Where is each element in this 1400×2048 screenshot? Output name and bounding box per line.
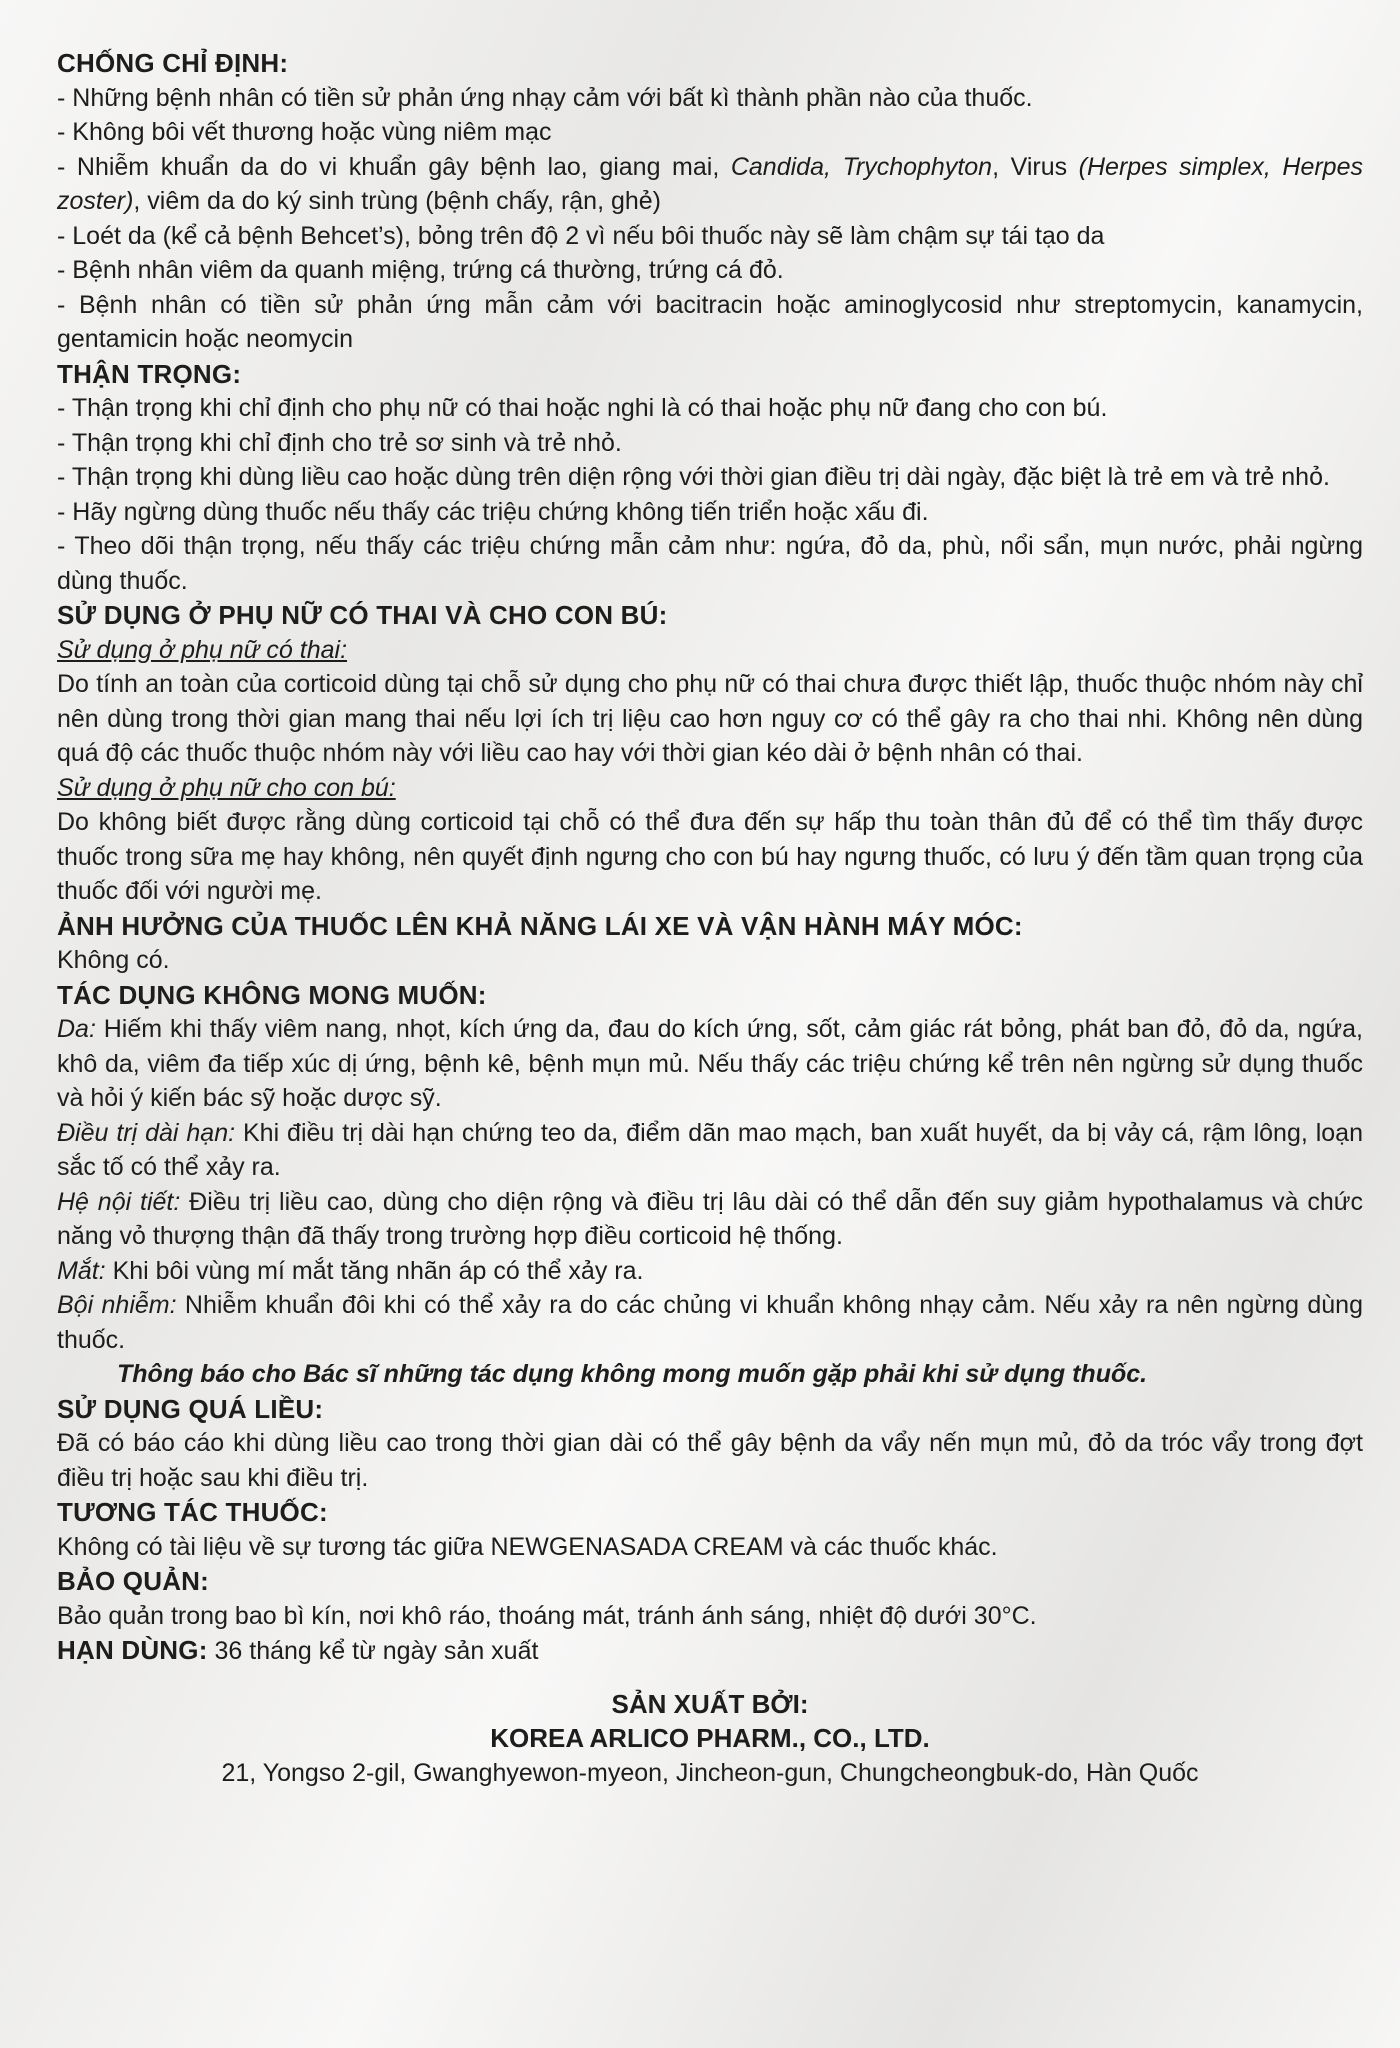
side-effect-label: Da: (57, 1015, 96, 1043)
driving-text: Không có. (57, 946, 170, 974)
precaution-item: - Thận trọng khi dùng liều cao hoặc dùng trên diện rộng với thời gian điều trị dài ngày, đặc biệt là trẻ em và trẻ nhỏ. (57, 463, 1330, 491)
side-effect-text: Khi bôi vùng mí mắt tăng nhãn áp có thể xảy ra. (105, 1256, 644, 1285)
side-effect-text: Điều trị liều cao, dùng cho diện rộng và điều trị lâu dài có thể dẫn đến suy giảm hypothalamus và chức năng vỏ thượng thận đã thấy trong trường hợp điều corticoid hệ thống. (57, 1187, 1363, 1250)
pregnant-text: Do tính an toàn của corticoid dùng tại chỗ sử dụng cho phụ nữ có thai chưa được thiết lập, thuốc thuộc nhóm này chỉ nên dùng trong thời gian mang thai nếu lợi ích trị liệu cao hơn nguy cơ có thể gây ra cho thai nhi. Không nên dùng quá độ các thuốc thuộc nhóm này với liều cao hay với thời gian kéo dài ở bệnh nhân có thai. (57, 670, 1363, 767)
storage-text: Bảo quản trong bao bì kín, nơi khô ráo, thoáng mát, tránh ánh sáng, nhiệt độ dưới 30°C. (57, 1601, 1037, 1630)
overdose-text: Đã có báo cáo khi dùng liều cao trong thời gian dài có thể gây bệnh da vẩy nến mụn mủ, đỏ da tróc vẩy trong đợt điều trị hoặc sau khi điều trị. (57, 1429, 1363, 1492)
manufacturer-label: SẢN XUẤT BỞI: (611, 1688, 809, 1719)
manufacturer-name: KOREA ARLICO PHARM., CO., LTD. (490, 1723, 930, 1753)
precaution-item: - Hãy ngừng dùng thuốc nếu thấy các triệu chứng không tiến triển hoặc xấu đi. (57, 497, 929, 526)
infection-text: - Nhiễm khuẩn da do vi khuẩn gây bệnh lao, giang mai, (57, 152, 731, 181)
pregnant-subheading: Sử dụng ở phụ nữ có thai: (57, 635, 348, 664)
contraindications-heading: CHỐNG CHỈ ĐỊNH: (57, 48, 289, 78)
precautions-heading: THẬN TRỌNG: (57, 358, 242, 389)
precaution-item: - Theo dõi thận trọng, nếu thấy các triệu chứng mẫn cảm như: ngứa, đỏ da, phù, nổi sẩn, mụn nước, phải ngừng dùng thuốc. (57, 532, 1363, 595)
precaution-item: - Thận trọng khi chỉ định cho phụ nữ có thai hoặc nghi là có thai hoặc phụ nữ đang cho con bú. (57, 394, 1108, 422)
side-effect-text: Nhiễm khuẩn đôi khi có thể xảy ra do các chủng vi khuẩn không nhạy cảm. Nếu xảy ra nên ngừng dùng thuốc. (57, 1291, 1363, 1354)
manufacturer-block (57, 1687, 1363, 1791)
shelf-life-text: 36 tháng kể từ ngày sản xuất (207, 1637, 539, 1665)
precaution-item: - Thận trọng khi chỉ định cho trẻ sơ sinh và trẻ nhỏ. (57, 428, 622, 457)
leaflet-content (57, 46, 1363, 1790)
side-effect-label: Mắt: (57, 1256, 106, 1285)
side-effect-label: Điều trị dài hạn: (57, 1118, 236, 1147)
side-effects-notice: Thông báo cho Bác sĩ những tác dụng không mong muốn gặp phải khi sử dụng thuốc. (117, 1360, 1148, 1388)
interactions-text: Không có tài liệu về sự tương tác giữa NEWGENASADA CREAM và các thuốc khác. (57, 1532, 998, 1561)
side-effect-text: Hiếm khi thấy viêm nang, nhọt, kích ứng da, đau do kích ứng, sốt, cảm giác rát bỏng, phát ban đỏ, đỏ da, ngứa, khô da, viêm đa tiếp xúc dị ứng, bệnh kê, bệnh mụn mủ. Nếu thấy các triệu chứng kể trên nên ngừng sử dụng thuốc và hỏi ý kiến bác sỹ hoặc dược sỹ. (57, 1015, 1363, 1112)
side-effect-eye (57, 1254, 1363, 1289)
contraindication-item: - Bệnh nhân viêm da quanh miệng, trứng cá thường, trứng cá đỏ. (57, 256, 784, 284)
pregnancy-heading: SỬ DỤNG Ở PHỤ NỮ CÓ THAI VÀ CHO CON BÚ: (57, 600, 668, 630)
overdose-heading: SỬ DỤNG QUÁ LIỀU: (57, 1393, 324, 1424)
contraindication-infection (57, 150, 1363, 219)
contraindication-item: - Bệnh nhân có tiền sử phản ứng mẫn cảm với bacitracin hoặc aminoglycosid như streptomycin, kanamycin, gentamicin hoặc neomycin (57, 290, 1363, 353)
driving-heading: ẢNH HƯỞNG CỦA THUỐC LÊN KHẢ NĂNG LÁI XE VÀ VẬN HÀNH MÁY MÓC: (57, 910, 1023, 941)
side-effect-superinfection (57, 1288, 1363, 1357)
contraindication-item: - Những bệnh nhân có tiền sử phản ứng nhạy cảm với bất kì thành phần nào của thuốc. (57, 83, 1033, 112)
infection-viruses: (Herpes simplex, Herpes zoster) (57, 152, 1363, 215)
side-effect-long-term (57, 1116, 1363, 1185)
nursing-text: Do không biết được rằng dùng corticoid tại chỗ có thể đưa đến sự hấp thu toàn thân đủ để có thể tìm thấy được thuốc trong sữa mẹ hay không, nên quyết định ngưng cho con bú hay ngưng thuốc, có lưu ý đến tầm quan trọng của thuốc đối với người mẹ. (57, 808, 1363, 905)
infection-organisms: Candida, Trychophyton (730, 152, 993, 181)
shelf-life (57, 1633, 1363, 1669)
manufacturer-address: 21, Yongso 2-gil, Gwanghyewon-myeon, Jincheon-gun, Chungcheongbuk-do, Hàn Quốc (221, 1758, 1199, 1787)
infection-text: , Virus (992, 152, 1079, 181)
storage-heading: BẢO QUẢN: (57, 1566, 210, 1596)
side-effect-text: Khi điều trị dài hạn chứng teo da, điểm dãn mao mạch, ban xuất huyết, da bị vảy cá, rậm lông, loạn sắc tố có thể xảy ra. (57, 1118, 1363, 1181)
shelf-life-heading: HẠN DÙNG: (57, 1635, 208, 1665)
nursing-subheading: Sử dụng ở phụ nữ cho con bú: (57, 773, 396, 802)
interactions-heading: TƯƠNG TÁC THUỐC: (57, 1497, 328, 1527)
contraindication-item: - Không bôi vết thương hoặc vùng niêm mạc (57, 118, 552, 146)
side-effect-endocrine (57, 1185, 1363, 1254)
side-effect-skin (57, 1012, 1363, 1116)
side-effect-label: Bội nhiễm: (57, 1291, 177, 1319)
infection-text: , viêm da do ký sinh trùng (bệnh chấy, rận, ghẻ) (133, 187, 662, 215)
side-effects-heading: TÁC DỤNG KHÔNG MONG MUỐN: (57, 979, 487, 1010)
side-effect-label: Hệ nội tiết: (57, 1187, 181, 1216)
contraindication-item: - Loét da (kể cả bệnh Behcet’s), bỏng trên độ 2 vì nếu bôi thuốc này sẽ làm chậm sự tái tạo da (57, 221, 1105, 250)
